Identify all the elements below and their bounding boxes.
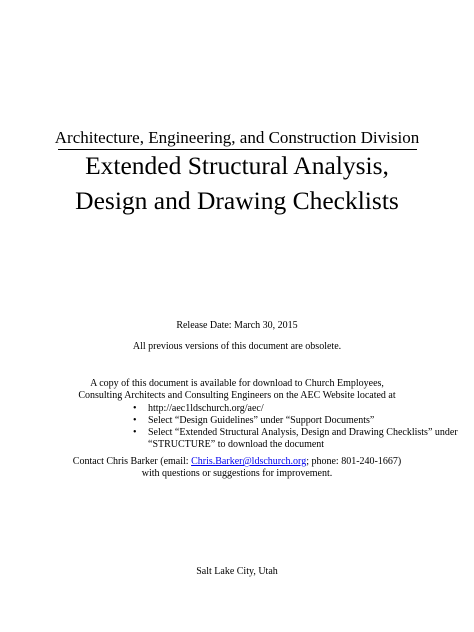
- release-date: Release Date: March 30, 2015: [176, 320, 298, 331]
- instruction-text: Select “Extended Structural Analysis, Design and Drawing Checklists” under: [148, 427, 458, 438]
- contact-prefix: Contact Chris Barker (email:: [72, 456, 192, 467]
- bullet-icon: •: [133, 403, 137, 414]
- contact-line-1: [0, 456, 474, 468]
- contact-line-2: with questions or suggestions for improvement.: [141, 468, 333, 479]
- contact-suffix: ; phone: 801-240-1667): [306, 456, 402, 467]
- instruction-continuation: “STRUCTURE” to download the document: [148, 439, 325, 450]
- website-url[interactable]: http://aec1ldschurch.org/aec/: [148, 403, 264, 414]
- footer-location: Salt Lake City, Utah: [196, 566, 278, 577]
- list-item: [131, 427, 458, 451]
- email-link[interactable]: Chris.Barker@ldschurch.org: [191, 456, 307, 467]
- title-line-2: Design and Drawing Checklists: [75, 186, 399, 215]
- obsolete-notice: All previous versions of this document are obsolete.: [132, 341, 342, 352]
- availability-notice: [0, 378, 474, 402]
- bullet-icon: •: [133, 415, 137, 426]
- instructions-list: [131, 403, 458, 451]
- list-item: [131, 403, 431, 415]
- division-heading: Architecture, Engineering, and Construction Division: [54, 128, 420, 147]
- title-line-1: Extended Structural Analysis,: [85, 151, 389, 180]
- instruction-text: Select “Design Guidelines” under “Support Documents”: [148, 415, 375, 426]
- list-item: [131, 415, 431, 427]
- document-title: [0, 148, 474, 218]
- contact-info: [0, 456, 474, 480]
- bullet-icon: •: [133, 427, 137, 438]
- availability-line-2: Consulting Architects and Consulting Engineers on the AEC Website located at: [78, 390, 396, 401]
- availability-line-1: A copy of this document is available for download to Church Employees,: [90, 378, 384, 389]
